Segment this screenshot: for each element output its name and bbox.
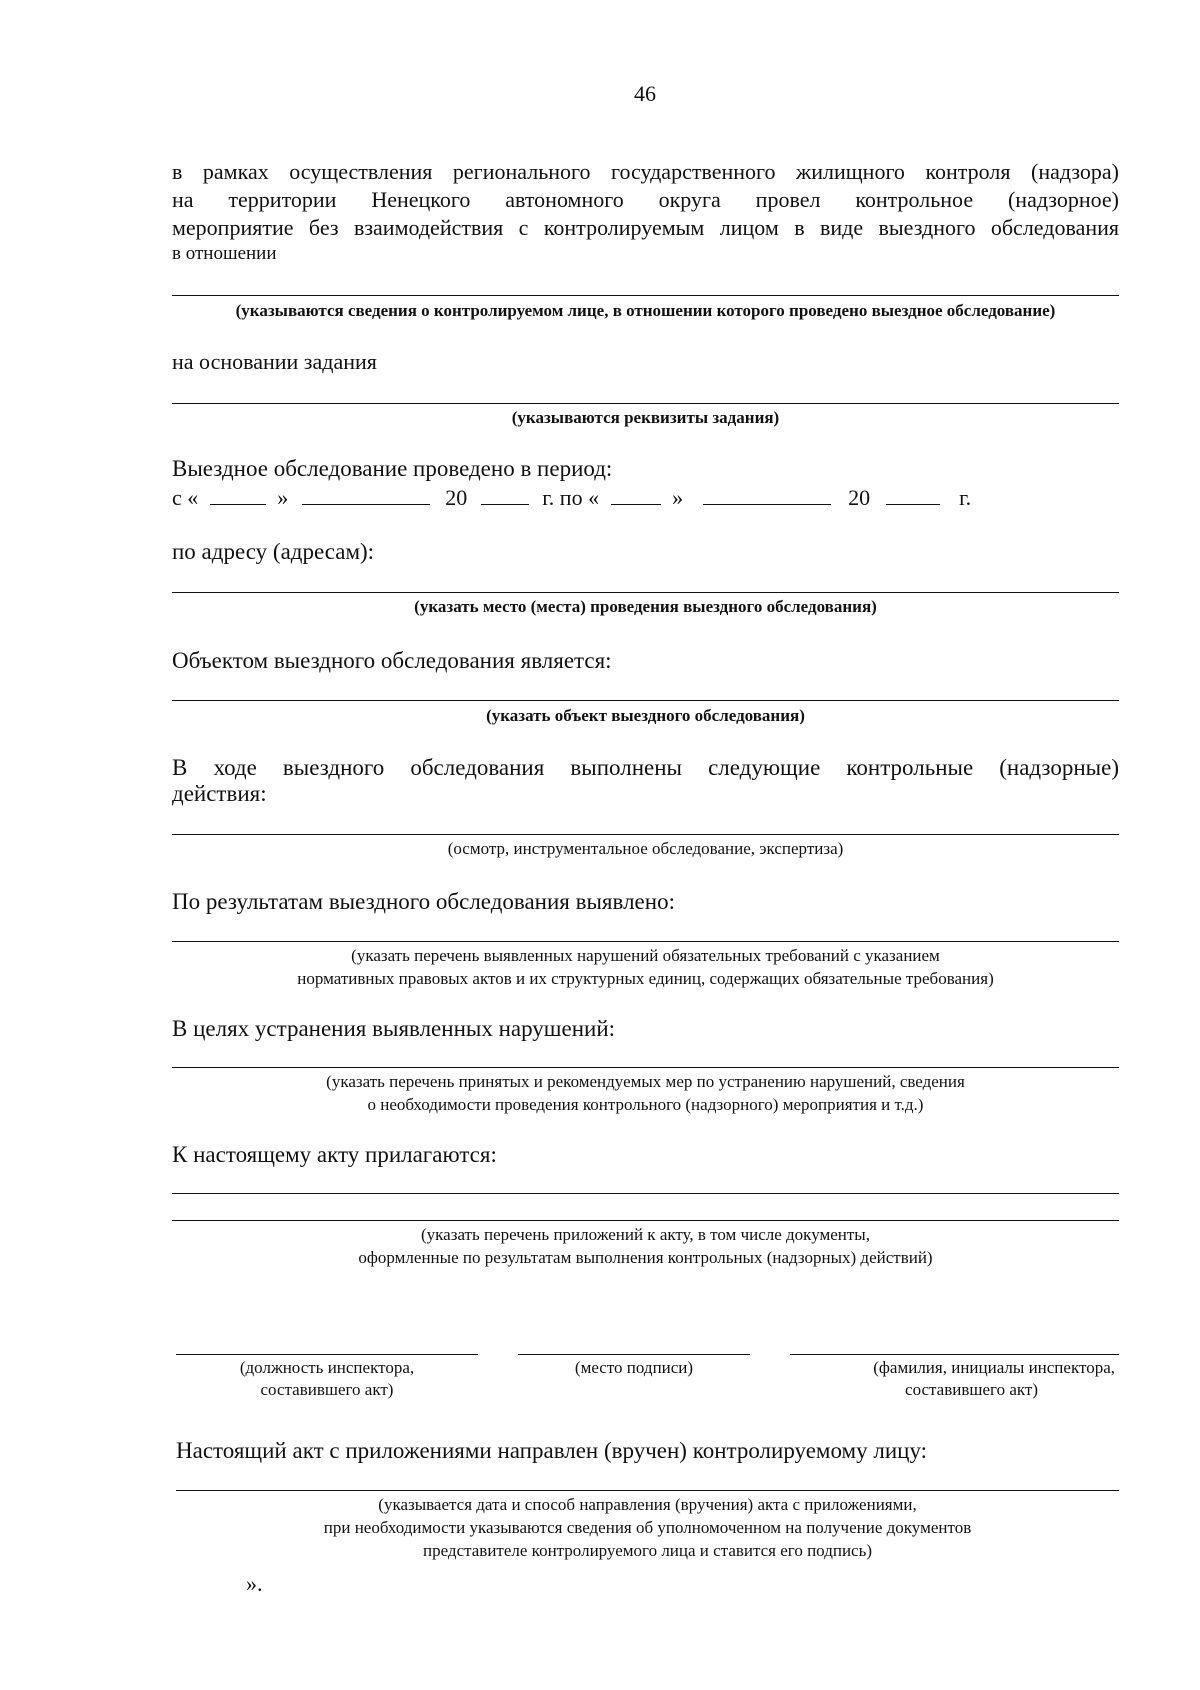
intro-line-3: мероприятие без взаимодействия с контролируемым лицом в виде выездного обследования bbox=[172, 215, 1119, 240]
period-start-month[interactable] bbox=[302, 484, 430, 505]
remedy-caption-line-2: о необходимости проведения контрольного (надзорного) мероприятия и т.д.) bbox=[367, 1095, 924, 1114]
remedy-caption-line-1: (указать перечень принятых и рекомендуемых мер по устранению нарушений, сведения bbox=[326, 1072, 965, 1091]
period-start-quote: » bbox=[277, 485, 289, 510]
attach-line-2[interactable] bbox=[172, 1220, 1119, 1221]
object-label: Объектом выездного обследования является: bbox=[172, 648, 612, 673]
sent-label: Настоящий акт с приложениями направлен (вручен) контролируемому лицу: bbox=[176, 1438, 928, 1463]
intro-line-4: в отношении bbox=[172, 243, 277, 264]
results-line[interactable] bbox=[172, 941, 1119, 942]
actions-line-2: действия: bbox=[172, 781, 267, 806]
period-end-year-prefix: 20 bbox=[848, 485, 871, 510]
attach-caption-line-1: (указать перечень приложений к акту, в том числе документы, bbox=[421, 1225, 870, 1244]
results-caption-line-2: нормативных правовых актов и их структурных единиц, содержащих обязательные требования) bbox=[297, 969, 994, 988]
results-label: По результатам выездного обследования выявлено: bbox=[172, 889, 675, 914]
intro-line-2: на территории Ненецкого автономного округа провел контрольное (надзорное) bbox=[172, 187, 1119, 212]
object-line[interactable] bbox=[172, 700, 1119, 701]
actions-caption: (осмотр, инструментальное обследование, экспертиза) bbox=[447, 839, 844, 858]
period-to-label: г. по « bbox=[542, 485, 600, 510]
page-number: 46 bbox=[634, 81, 656, 106]
remedy-label: В целях устранения выявленных нарушений: bbox=[172, 1016, 616, 1041]
remedy-line[interactable] bbox=[172, 1067, 1119, 1068]
intro-line-1: в рамках осуществления регионального государственного жилищного контроля (надзора) bbox=[172, 159, 1119, 184]
signature-place-line[interactable] bbox=[518, 1354, 750, 1355]
signature-name-caption-1: (фамилия, инициалы инспектора, bbox=[873, 1358, 1115, 1377]
period-end-quote: » bbox=[672, 485, 684, 510]
attach-label: К настоящему акту прилагаются: bbox=[172, 1142, 497, 1167]
signature-name-line[interactable] bbox=[790, 1354, 1119, 1355]
address-label: по адресу (адресам): bbox=[172, 539, 375, 564]
period-row bbox=[172, 484, 971, 512]
task-label: на основании задания bbox=[172, 349, 377, 374]
closing-quote: ». bbox=[246, 1571, 263, 1596]
sent-line[interactable] bbox=[176, 1490, 1119, 1491]
period-start-day[interactable] bbox=[210, 484, 266, 505]
signature-position-caption-1: (должность инспектора, bbox=[239, 1358, 415, 1377]
sent-caption-line-2: при необходимости указываются сведения об уполномоченном на получение документов bbox=[323, 1518, 972, 1537]
period-end-label: г. bbox=[959, 485, 972, 510]
object-caption: (указать объект выездного обследования) bbox=[486, 706, 805, 725]
attach-caption-line-2: оформленные по результатам выполнения контрольных (надзорных) действий) bbox=[358, 1248, 933, 1267]
period-from-label: с « bbox=[172, 485, 199, 510]
sent-caption-line-1: (указывается дата и способ направления (вручения) акта с приложениями, bbox=[378, 1495, 917, 1514]
results-caption-line-1: (указать перечень выявленных нарушений обязательных требований с указанием bbox=[351, 946, 940, 965]
task-line[interactable] bbox=[172, 403, 1119, 404]
attach-line-1[interactable] bbox=[172, 1193, 1119, 1194]
address-caption: (указать место (места) проведения выездного обследования) bbox=[414, 597, 877, 616]
period-title: Выездное обследование проведено в период: bbox=[172, 456, 613, 481]
period-end-day[interactable] bbox=[611, 484, 661, 505]
signature-name-caption-2: составившего акт) bbox=[905, 1380, 1038, 1399]
actions-line-1: В ходе выездного обследования выполнены следующие контрольные (надзорные) bbox=[172, 755, 1119, 780]
sent-caption-line-3: представителе контролируемого лица и ставится его подпись) bbox=[423, 1541, 872, 1560]
address-line[interactable] bbox=[172, 592, 1119, 593]
period-end-month[interactable] bbox=[703, 484, 831, 505]
signature-place-caption: (место подписи) bbox=[574, 1358, 694, 1377]
signature-position-line[interactable] bbox=[176, 1354, 478, 1355]
period-end-year[interactable] bbox=[886, 484, 940, 505]
controlled-person-line[interactable] bbox=[172, 295, 1119, 296]
controlled-person-caption: (указываются сведения о контролируемом лице, в отношении которого проведено выездное обследование) bbox=[235, 301, 1056, 320]
period-start-year[interactable] bbox=[481, 484, 529, 505]
task-caption: (указываются реквизиты задания) bbox=[511, 408, 780, 427]
actions-line[interactable] bbox=[172, 834, 1119, 835]
signature-position-caption-2: составившего акт) bbox=[260, 1380, 394, 1399]
period-start-year-prefix: 20 bbox=[445, 485, 468, 510]
